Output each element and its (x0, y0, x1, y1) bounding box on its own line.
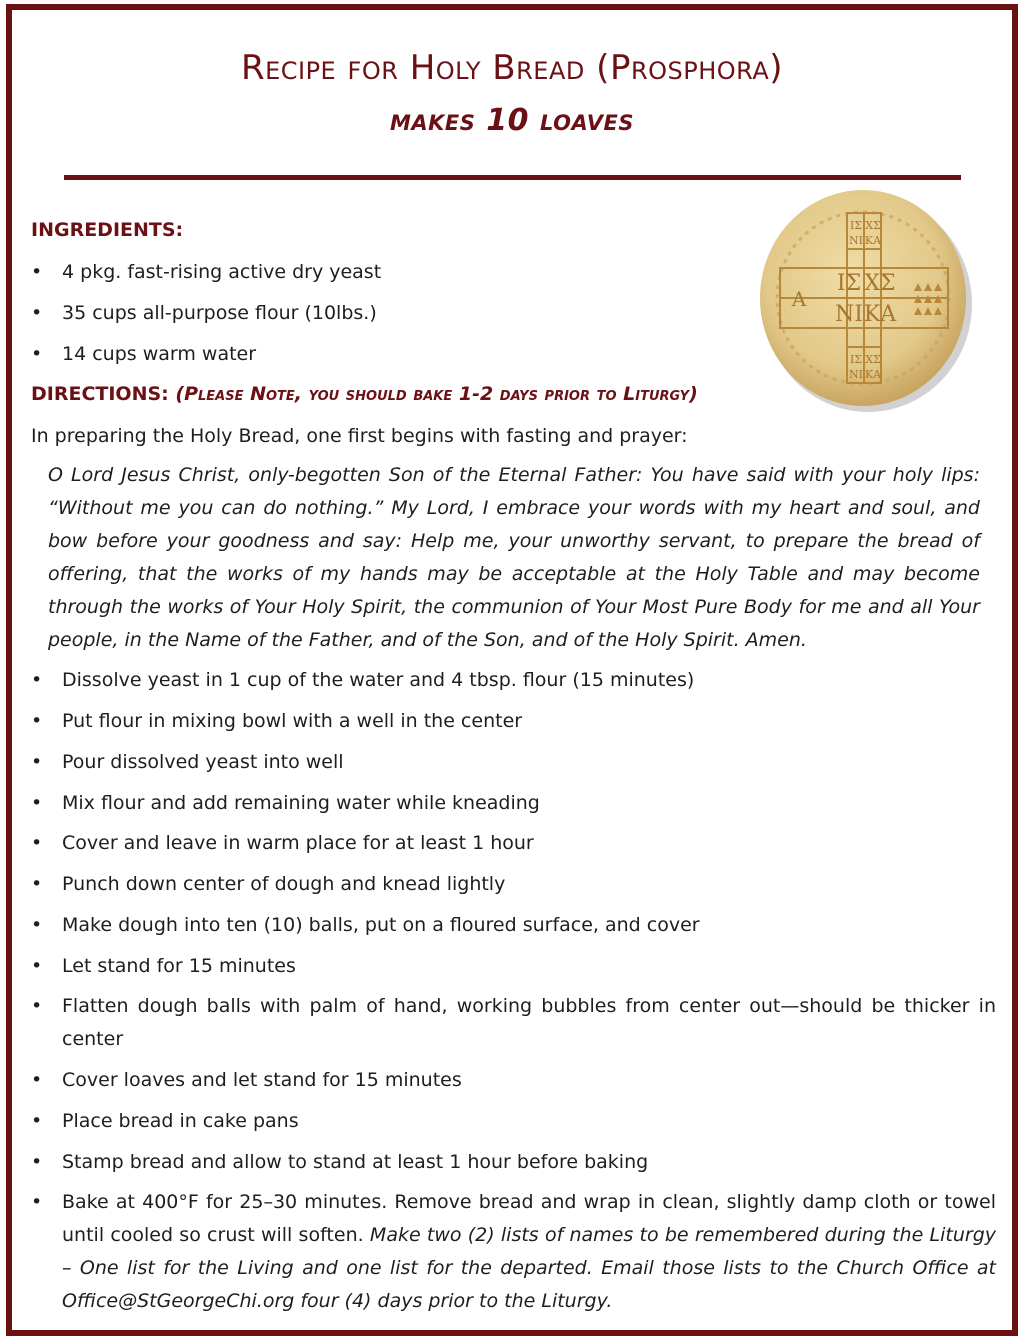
bullet-icon: • (31, 751, 43, 773)
bullet-icon: • (31, 302, 43, 324)
step-item: • Cover and leave in warm place for at least 1 hour (31, 827, 996, 860)
step-item: • Put flour in mixing bowl with a well in the center (31, 705, 996, 738)
step-item: • Punch down center of dough and knead lightly (31, 868, 996, 901)
ingredient-item: • 4 pkg. fast-rising active dry yeast (31, 256, 996, 289)
svg-text:ΧΣ: ΧΣ (865, 353, 881, 366)
step-item: • Mix flour and add remaining water while kneading (31, 787, 996, 820)
step-item: • Dissolve yeast in 1 cup of the water and 4 tbsp. flour (15 minutes) (31, 664, 996, 697)
ingredient-item: • 14 cups warm water (31, 338, 996, 371)
seal-letters-bottom-left: ΝΙ (835, 302, 863, 327)
step-item-final (31, 1186, 996, 1318)
bullet-icon: • (31, 955, 43, 977)
ingredients-heading: INGREDIENTS: (31, 219, 184, 241)
page-title: Recipe for Holy Bread (Prosphora) (240, 48, 784, 88)
seal-letters-top-right: ΧΣ (864, 271, 896, 296)
bullet-icon: • (31, 792, 43, 814)
svg-text:ΝΙ: ΝΙ (849, 234, 863, 247)
bullet-icon: • (31, 832, 43, 854)
directions-heading: DIRECTIONS: (Please Note, you should bake 1-2 days prior to Liturgy) (31, 383, 698, 405)
svg-text:ΚΑ: ΚΑ (864, 368, 882, 381)
seal-letter-left: Α (791, 287, 807, 311)
step-item: • Cover loaves and let stand for 15 minutes (31, 1064, 996, 1097)
step-item: • Pour dissolved yeast into well (31, 746, 996, 779)
ingredient-item: • 35 cups all-purpose flour (10lbs.) (31, 297, 996, 330)
title-divider (64, 175, 961, 180)
bullet-icon: • (31, 1069, 43, 1091)
bullet-icon: • (31, 669, 43, 691)
bullet-icon: • (31, 873, 43, 895)
svg-text:ΙΣ: ΙΣ (849, 353, 863, 366)
svg-text:ΙΣ: ΙΣ (849, 219, 863, 232)
directions-note: (Please Note, you should bake 1-2 days prior to Liturgy) (175, 383, 698, 405)
svg-text:ΝΙ: ΝΙ (849, 368, 863, 381)
seal-letters-bottom-right: ΚΑ (863, 302, 897, 327)
bullet-icon: • (31, 1151, 43, 1173)
seal-letters-top-left: ΙΣ (836, 271, 862, 296)
bullet-icon: • (31, 1110, 43, 1132)
final-step-note: Make two (2) lists of names to be remembered during the Liturgy – One list for the Living and one list for the departed. Email those lists to the Church Office at Office@StGeorgeChi.org four (4) days prior to the Liturgy. (62, 1224, 996, 1312)
svg-text:ΧΣ: ΧΣ (865, 219, 881, 232)
bullet-icon: • (31, 710, 43, 732)
bullet-icon: • (31, 343, 43, 365)
step-item: • Make dough into ten (10) balls, put on a floured surface, and cover (31, 909, 996, 942)
prayer-text: O Lord Jesus Christ, only-begotten Son of the Eternal Father: You have said with your holy lips: “Without me you can do nothing.” My Lord, I embrace your words with my heart and soul, and bow before your goodness and say: Help me, your unworthy servant, to prepare the bread of offering, that the works of my hands may be acceptable at the Holy Table and may become through the works of Your Holy Spirit, the communion of Your Most Pure Body for me and all Your people, in the Name of the Father, and of the Son, and of the Holy Spirit. Amen. (48, 464, 980, 651)
step-item: • Flatten dough balls with palm of hand, working bubbles from center out—should be thicker in center (31, 990, 996, 1056)
bullet-icon: • (31, 914, 43, 936)
step-item: • Stamp bread and allow to stand at least 1 hour before baking (31, 1146, 996, 1179)
directions-intro: In preparing the Holy Bread, one first begins with fasting and prayer: (31, 425, 688, 447)
svg-text:ΚΑ: ΚΑ (864, 234, 882, 247)
step-item: • Place bread in cake pans (31, 1105, 996, 1138)
bullet-icon: • (31, 261, 43, 283)
final-step-text: Bake at 400°F for 25–30 minutes. Remove bread and wrap in clean, slightly damp cloth or towel until cooled so crust will soften. (62, 1191, 996, 1246)
step-item: • Let stand for 15 minutes (31, 950, 996, 983)
bullet-icon: • (31, 1191, 43, 1213)
bullet-icon: • (31, 995, 43, 1017)
page-subtitle: makes 10 loaves (389, 103, 635, 138)
